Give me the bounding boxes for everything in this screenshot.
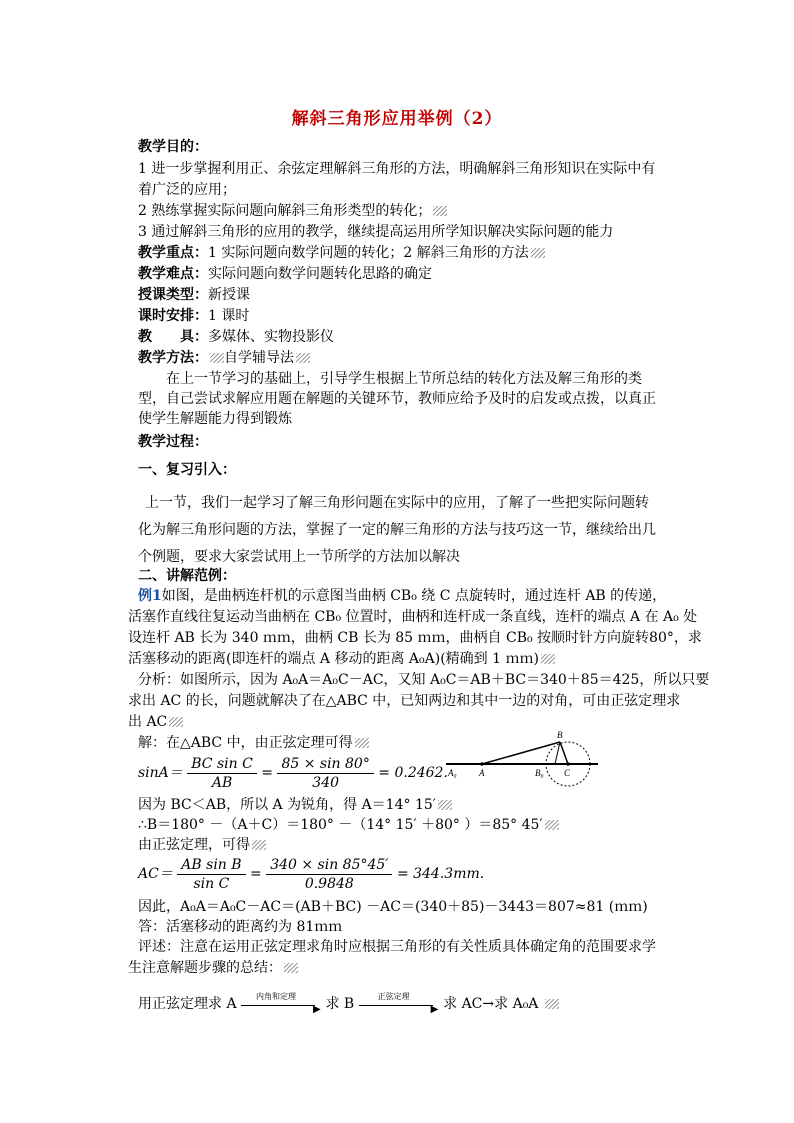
artifact-mark xyxy=(541,654,555,664)
fraction-1-num: BC sin C xyxy=(187,755,257,774)
key-points xyxy=(138,243,545,263)
answer-line: 答：活塞移动的距离约为 81ｍｍ xyxy=(138,919,343,935)
artifact-mark xyxy=(284,963,298,973)
solution-line-5: 因此，A₀A＝A₀C－AC＝(AB＋BC) －AC＝(340＋85)－3443＝807≈81 (ｍｍ) xyxy=(138,899,648,915)
goal-3: 3 通过解斜三角形的应用的教学，继续提高运用所学知识解决实际问题的能力 xyxy=(138,224,614,240)
goals-heading: 教学目的： xyxy=(138,139,208,155)
section-1-heading: 一、复习引入： xyxy=(138,462,236,478)
key-label: 教学重点： xyxy=(138,245,208,261)
comment-line-2 xyxy=(128,958,298,978)
fraction-1-den: AB xyxy=(211,774,233,791)
example-label: 例1 xyxy=(138,588,162,604)
fraction-2 xyxy=(277,755,373,792)
section-2-heading: 二、讲解范例： xyxy=(138,568,236,584)
fraction-3-den: sin C xyxy=(193,875,230,892)
artifact-mark xyxy=(169,717,183,727)
time-label: 课时安排： xyxy=(138,308,208,324)
point-c xyxy=(566,762,570,766)
analysis-line-3 xyxy=(128,712,183,732)
solution-text-3: ∴B＝180° －（A＋C）＝180° －（14° 15′ ＋80° ）＝85° 45′ xyxy=(138,817,543,833)
intro-paragraph: 在上一节学习的基础上，引导学生根据上节所总结的转化方法及解三角形的类型，自己尝试求解应用题在解题的关键环节，教师应给予及时的启发或点拨，以真正使学生解题能力得到锻炼 xyxy=(138,371,656,427)
crank-linkage-figure xyxy=(440,726,610,796)
artifact-mark xyxy=(355,738,369,748)
method-label: 教学方法： xyxy=(138,350,208,366)
example-line-4 xyxy=(128,649,555,669)
goal-2 xyxy=(138,201,447,221)
teaching-tools xyxy=(138,327,334,347)
difficulties xyxy=(138,264,432,284)
diff-label: 教学难点： xyxy=(138,266,208,282)
key-text: 1 实际问题向数学问题的转化；2 解斜三角形的方法 xyxy=(208,245,529,261)
lesson-time xyxy=(138,306,249,326)
solution-text-2: 因为 BC＜AB，所以 A 为锐角，得 A＝14° 15′ xyxy=(138,797,436,813)
flow-arrow-2: 正弦定理 ▶ xyxy=(359,997,439,1011)
artifact-mark xyxy=(545,820,559,830)
goal-2-text: 2 熟练掌握实际问题向解斜三角形类型的转化； xyxy=(138,203,432,219)
solution-line-3 xyxy=(138,815,559,835)
lesson-type xyxy=(138,285,250,305)
label-a0: A₀ xyxy=(448,768,457,778)
fraction-3-num: AB sin B xyxy=(177,856,245,875)
artifact-mark xyxy=(296,353,310,363)
solution-line-4 xyxy=(138,835,266,855)
label-a: A xyxy=(479,768,485,778)
artifact-mark xyxy=(531,248,545,258)
diff-text: 实际问题向数学问题转化思路的确定 xyxy=(208,266,432,282)
analysis-text-3: 出 AC xyxy=(128,714,168,730)
artifact-mark xyxy=(438,800,452,810)
artifact-mark xyxy=(252,840,266,850)
ac-equation: AC＝ $\frac{\text{AB sin B}}{\text{sin C}}$ = $\frac{340 \times \sin 85^\circ 45'}{0.9848}$ = 344.3mm. xyxy=(138,856,485,892)
solution-text-4: 由正弦定理，可得 xyxy=(138,837,250,853)
crank-arm xyxy=(560,742,568,764)
goal-1a: 1 进一步掌握利用正、余弦定理解斜三角形的方法，明确解斜三角形知识在实际中有 xyxy=(138,161,656,177)
label-b0: B₀ xyxy=(535,768,544,778)
time-text: 1 课时 xyxy=(208,308,250,324)
sine-equation: sinA＝ $\frac{\text{BC sin C}}{AB}$ = $\frac{85 \times \sin 80^\circ}{340}$ = 0.2462. xyxy=(138,755,448,791)
solution-line-1 xyxy=(138,733,369,753)
artifact-mark xyxy=(545,999,559,1009)
ac-result: = 344.3mm. xyxy=(396,866,485,882)
flow-arrow-1-label: 内角和定理 xyxy=(256,992,297,1001)
goal-1b: 着广泛的应用； xyxy=(138,182,236,198)
review-paragraph: 上一节，我们一起学习了解三角形问题在实际中的应用，了解了一些把实际问题转化为解三角形问题的方法，掌握了一定的解三角形的方法与技巧这一节，继续给出几个例题，要求大家尝试用上一节所学的方法加以解决 xyxy=(138,495,656,565)
teaching-method xyxy=(138,348,310,368)
example-line-3: 设连杆 AB 长为 340 ｍｍ，曲柄 CB 长为 85 ｍｍ，曲柄自 CB₀ 按顺时针方向旋转80°，求 xyxy=(128,630,702,646)
method-text: 自学辅导法 xyxy=(224,350,294,366)
artifact-mark xyxy=(210,353,224,363)
solution-flow xyxy=(138,994,559,1014)
type-text: 新授课 xyxy=(208,287,250,303)
sine-result: = 0.2462. xyxy=(378,765,448,781)
solution-text-1: 解：在△ABC 中，由正弦定理可得 xyxy=(138,735,353,751)
sine-lhs: sinA＝ xyxy=(138,765,183,781)
fraction-1 xyxy=(187,755,257,792)
example-text-4: 活塞移动的距离(即连杆的端点 A 移动的距离 A₀A)(精确到 1 ｍｍ) xyxy=(128,651,539,667)
fraction-4-num: 340 × sin 85°45′ xyxy=(266,856,392,875)
ac-lhs: AC＝ xyxy=(138,866,173,882)
fraction-2-den: 340 xyxy=(312,774,340,791)
fraction-4 xyxy=(266,856,392,893)
process-heading: 教学过程： xyxy=(138,434,208,450)
example-text-1: 如图，是曲柄连杆机的示意图当曲柄 CB₀ 绕 C 点旋转时，通过连杆 AB 的传递， xyxy=(161,588,667,604)
example-line-1 xyxy=(138,586,666,606)
analysis-line-1: 分析：如图所示，因为 A₀A＝A₀C－AC，又知 A₀C＝AB＋BC＝340＋85＝425，所以只要 xyxy=(138,672,710,688)
artifact-mark xyxy=(433,206,447,216)
fraction-2-num: 85 × sin 80° xyxy=(277,755,373,774)
label-b: B xyxy=(557,730,563,740)
comment-text-2: 生注意解题步骤的总结： xyxy=(128,960,282,976)
label-c: C xyxy=(564,768,571,778)
fraction-3 xyxy=(177,856,245,893)
point-a xyxy=(480,762,484,766)
analysis-line-2: 求出 AC 的长，问题就解决了在△ABC 中，已知两边和其中一边的对角，可由正弦定理求 xyxy=(128,693,681,709)
comment-line-1: 评述：注意在运用正弦定理求角时应根据三角形的有关性质具体确定角的范围要求学 xyxy=(138,939,656,955)
type-label: 授课类型： xyxy=(138,287,208,303)
helper-line xyxy=(555,742,560,764)
flow-mid-2: 求 AC→求 A₀A xyxy=(443,996,539,1012)
page-title: 解斜三角形应用举例（2） xyxy=(291,109,503,129)
flow-start: 用正弦定理求 A xyxy=(138,996,237,1012)
tool-label: 教 具： xyxy=(138,329,208,345)
example-line-2: 活塞作直线往复运动当曲柄在 CB₀ 位置时，曲柄和连杆成一条直线，连杆的端点 A 在 A₀ 处 xyxy=(128,609,698,625)
flow-arrow-2-label: 正弦定理 xyxy=(377,992,410,1001)
flow-arrow-1: 内角和定理 ▶ xyxy=(241,997,321,1011)
flow-mid-1: 求 B xyxy=(325,996,355,1012)
fraction-4-den: 0.9848 xyxy=(304,875,354,892)
connecting-rod xyxy=(482,742,560,764)
tool-text: 多媒体、实物投影仪 xyxy=(208,329,334,345)
solution-line-2 xyxy=(138,795,452,815)
